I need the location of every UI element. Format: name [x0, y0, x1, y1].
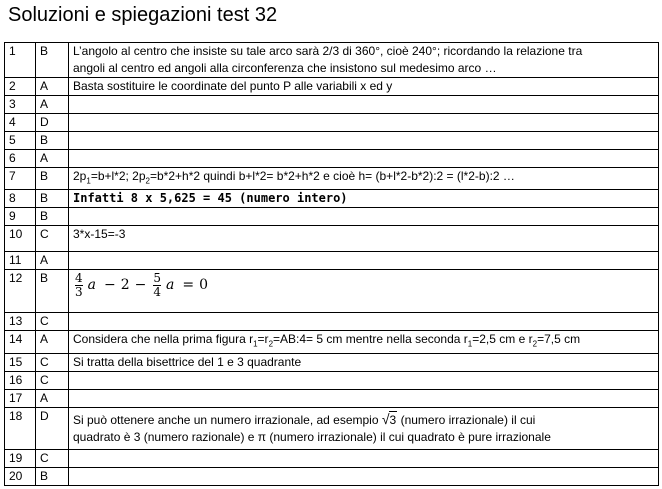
explanation — [69, 208, 659, 226]
subscript: 2 — [145, 176, 150, 186]
equation — [73, 270, 208, 299]
explanation — [69, 114, 659, 132]
page-title: Soluzioni e spiegazioni test 32 — [8, 4, 278, 26]
explanation-line — [73, 411, 654, 429]
question-number: 1 — [5, 43, 36, 78]
subscript: 2 — [268, 339, 274, 349]
table-row — [5, 389, 659, 407]
answer-letter: A — [36, 150, 69, 168]
table-row — [5, 190, 659, 208]
explanation: Infatti 8 x 5,625 = 45 (numero intero) — [69, 190, 659, 208]
text-part: (numero irrazionale) il cui — [397, 412, 536, 427]
table-row — [5, 114, 659, 132]
question-number: 16 — [5, 371, 36, 389]
answer-letter: B — [36, 132, 69, 150]
operator: − — [134, 277, 147, 294]
table-row — [5, 313, 659, 331]
explanation — [69, 313, 659, 331]
constant: 2 — [120, 277, 130, 294]
table-row — [5, 331, 659, 353]
explanation — [69, 389, 659, 407]
table-row — [5, 270, 659, 313]
variable: a — [87, 277, 96, 294]
answer-letter: A — [36, 78, 69, 96]
explanation — [69, 132, 659, 150]
question-number: 10 — [5, 226, 36, 252]
radical-sign: √ — [381, 410, 390, 427]
answer-letter: B — [36, 168, 69, 190]
question-number: 15 — [5, 353, 36, 371]
text-part: =b+l*2; 2p — [90, 169, 146, 183]
subscript: 1 — [86, 176, 91, 186]
fraction — [75, 272, 83, 299]
answer-letter: B — [36, 208, 69, 226]
explanation: 3*x-15=-3 — [69, 226, 659, 252]
question-number: 3 — [5, 96, 36, 114]
fraction — [153, 272, 161, 299]
table-row — [5, 208, 659, 226]
operator: − — [104, 277, 116, 294]
constant: 0 — [199, 277, 209, 294]
text-part: =b*2+h*2 quindi b+l*2= b*2+h*2 e cioè h= (b+l*2-b*2):2 = (l*2-b):2 … — [149, 169, 515, 183]
table-row — [5, 226, 659, 252]
question-number: 4 — [5, 114, 36, 132]
table-row — [5, 353, 659, 371]
question-number: 20 — [5, 467, 36, 485]
explanation — [69, 252, 659, 270]
answer-letter: B — [36, 270, 69, 313]
text-part: =AB:4= 5 cm mentre nella seconda r — [273, 332, 468, 347]
answer-letter: C — [36, 449, 69, 467]
table-row — [5, 252, 659, 270]
table-row — [5, 150, 659, 168]
text-part: =7,5 cm — [537, 332, 581, 347]
explanation — [69, 331, 659, 353]
text-part: Considera che nella prima figura r — [73, 332, 254, 347]
answer-letter: C — [36, 313, 69, 331]
question-number: 11 — [5, 252, 36, 270]
subscript: 2 — [532, 339, 538, 349]
variable: a — [166, 277, 175, 294]
explanation-line: L’angolo al centro che insiste su tale arco sarà 2/3 di 360°, cioè 240°; ricordando la relazione tra — [73, 44, 583, 58]
answer-letter: B — [36, 43, 69, 78]
question-number: 14 — [5, 331, 36, 353]
text-part: =r — [257, 332, 269, 347]
explanation — [69, 96, 659, 114]
numerator: 4 — [75, 271, 83, 286]
table-row — [5, 132, 659, 150]
explanation — [69, 449, 659, 467]
text-part: 2p — [73, 169, 87, 183]
answer-letter: B — [36, 190, 69, 208]
question-number: 12 — [5, 270, 36, 313]
question-number: 13 — [5, 313, 36, 331]
question-number: 6 — [5, 150, 36, 168]
explanation — [69, 150, 659, 168]
question-number: 5 — [5, 132, 36, 150]
answer-letter: C — [36, 353, 69, 371]
question-number: 18 — [5, 407, 36, 449]
subscript: 1 — [467, 339, 473, 349]
subscript: 1 — [253, 339, 258, 349]
explanation-line: angoli al centro ed angoli alla circonferenza che insistono sul medesimo arco … — [73, 61, 497, 75]
answer-letter: B — [36, 467, 69, 485]
table-row — [5, 371, 659, 389]
explanation — [69, 43, 659, 78]
question-number: 9 — [5, 208, 36, 226]
table-row — [5, 467, 659, 485]
question-number: 19 — [5, 449, 36, 467]
table-row — [5, 407, 659, 449]
explanation — [69, 467, 659, 485]
explanation-equation — [69, 270, 659, 313]
denominator: 4 — [153, 285, 162, 300]
text-part: =2,5 cm e r — [472, 332, 533, 347]
answer-letter: D — [36, 407, 69, 449]
table-row — [5, 96, 659, 114]
explanation — [69, 407, 659, 449]
answer-letter: D — [36, 114, 69, 132]
answer-letter: A — [36, 389, 69, 407]
explanation: Si tratta della bisettrice del 1 e 3 quadrante — [69, 353, 659, 371]
explanation-line: quadrato è 3 (numero razionale) e π (numero irrazionale) il cui quadrato è pure irrazionale — [73, 429, 551, 444]
operator: = — [182, 277, 195, 294]
text-part: Si può ottenere anche un numero irrazionale, ad esempio — [73, 412, 382, 427]
explanation: Basta sostituire le coordinate del punto P alle variabili x ed y — [69, 78, 659, 96]
explanation — [69, 168, 659, 190]
explanation — [69, 371, 659, 389]
radicand: 3 — [389, 412, 397, 427]
question-number: 8 — [5, 190, 36, 208]
answer-letter: C — [36, 226, 69, 252]
table-row — [5, 449, 659, 467]
question-number: 17 — [5, 389, 36, 407]
table-row — [5, 168, 659, 190]
answer-letter: A — [36, 331, 69, 353]
answer-letter: A — [36, 96, 69, 114]
numerator: 5 — [153, 271, 162, 286]
table-row — [5, 43, 659, 78]
denominator: 3 — [75, 285, 83, 300]
answer-letter: A — [36, 252, 69, 270]
question-number: 7 — [5, 168, 36, 190]
table-row — [5, 78, 659, 96]
square-root — [382, 411, 397, 429]
answers-table — [4, 42, 659, 486]
answer-letter: C — [36, 371, 69, 389]
question-number: 2 — [5, 78, 36, 96]
